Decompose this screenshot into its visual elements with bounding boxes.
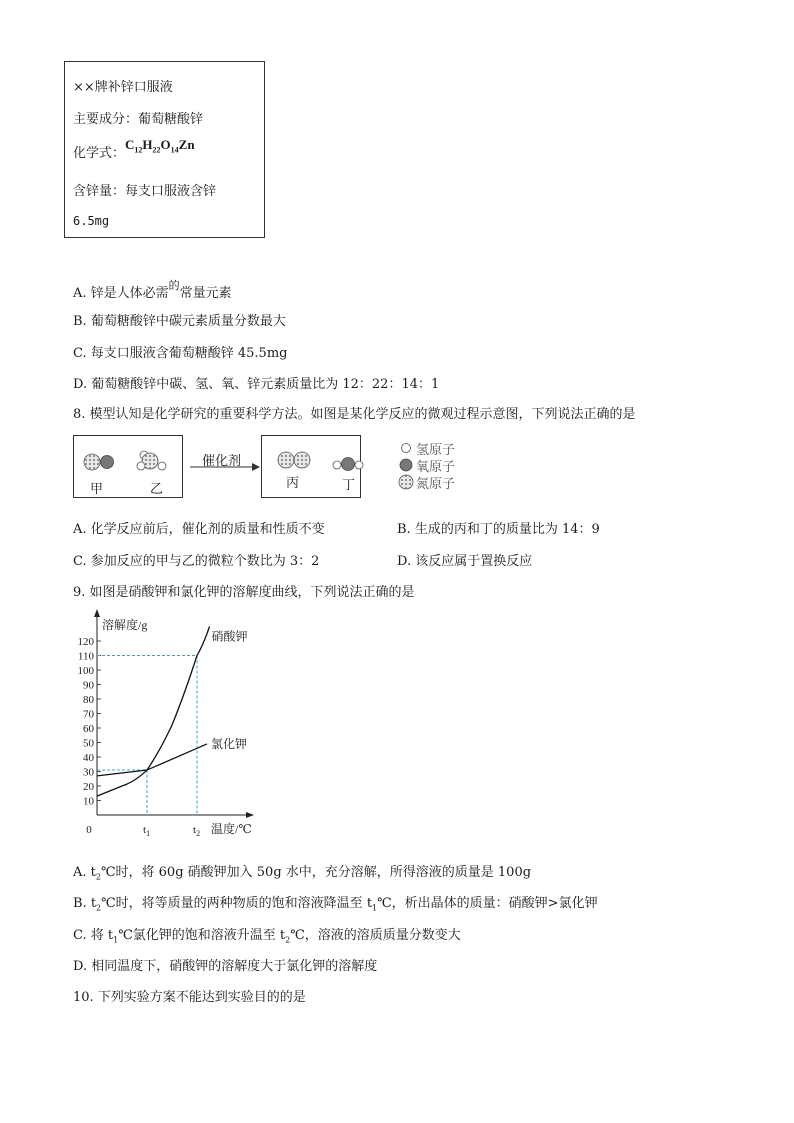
legend-oxygen-icon (400, 459, 412, 471)
y-tick-label: 120 (77, 636, 94, 648)
q9-option-c[interactable]: C. 将 $t_1℃$氯化钾的饱和溶液升温至 $t_2℃$，溶液的溶质质量分数变大 (73, 928, 461, 945)
q8-option-d[interactable]: D. 该反应属于置换反应 (397, 554, 533, 569)
solubility-chart (70, 605, 270, 845)
molecule-jia (84, 454, 114, 470)
arrow-head-icon (252, 463, 260, 471)
series-label: 硝酸钾 (211, 629, 248, 644)
q9-option-b[interactable]: B. $t_2℃$时，将等质量的两种物质的饱和溶液降温至 $t_1℃$，析出晶体的质量：硝酸钾>氯化钾 (73, 896, 598, 913)
legend-hydrogen-icon (402, 444, 411, 453)
oxygen-atom (342, 458, 355, 471)
y-tick-label: 10 (83, 795, 94, 808)
y-tick-label: 100 (77, 665, 94, 677)
label-bing: 丙 (286, 476, 300, 491)
hydrogen-atom (333, 461, 341, 469)
y-tick-label: 40 (83, 752, 94, 764)
molecule-bing (278, 452, 310, 468)
label-zinc-content: 含锌量：每支口服液含锌 (73, 184, 217, 199)
y-axis-label: 溶解度/g (102, 618, 148, 632)
y-tick-label: 60 (83, 723, 94, 735)
legend-nitrogen: 氮原子 (416, 477, 456, 492)
y-tick-label: 80 (83, 694, 94, 706)
molecule-ding (333, 458, 363, 471)
y-tick-label: 70 (83, 708, 94, 721)
q8-option-b[interactable]: B. 生成的丙和丁的质量比为 14：9 (397, 522, 600, 537)
y-tick-label: 30 (83, 766, 94, 779)
q9-stem: 9. 如图是硝酸钾和氯化钾的溶解度曲线，下列说法正确的是 (73, 585, 415, 600)
q8-stem: 8. 模型认知是化学研究的重要科学方法。如图是某化学反应的微观过程示意图，下列说法正确的是 (73, 407, 636, 422)
x-axis-arrow-icon (246, 812, 254, 818)
hydrogen-atom (355, 461, 363, 469)
origin-label: 0 (86, 824, 92, 836)
q7-option-d[interactable]: D. 葡萄糖酸锌中碳、氢、氧、锌元素质量比为 12：22：14：1 (73, 377, 440, 392)
y-tick-label: 110 (77, 650, 94, 663)
hydrogen-atom (137, 462, 145, 470)
nitrogen-atom (278, 452, 294, 468)
q10-stem: 10. 下列实验方案不能达到实验目的的是 (73, 990, 306, 1005)
nitrogen-atom (294, 452, 310, 468)
x-axis-label: 温度/℃ (211, 822, 252, 836)
series-line-kcl (97, 744, 207, 776)
label-jia: 甲 (90, 482, 104, 497)
legend-hydrogen: 氢原子 (416, 443, 456, 458)
q7-option-b[interactable]: B. 葡萄糖酸锌中碳元素质量分数最大 (73, 314, 286, 329)
series-label: 氯化钾 (211, 736, 248, 751)
q8-option-a[interactable]: A. 化学反应前后，催化剂的质量和性质不变 (73, 522, 325, 537)
y-tick-label: 90 (83, 679, 94, 692)
q9-option-a[interactable]: A. $t_2℃$时，将 60g 硝酸钾加入 50g 水中，充分溶解，所得溶液的质量是 100g (73, 865, 532, 882)
oxygen-atom (101, 456, 114, 469)
label-yi: 乙 (150, 482, 164, 497)
formula-prefix: 化学式： (73, 146, 126, 161)
molecule-yi (137, 451, 166, 470)
q8-option-c[interactable]: C. 参加反应的甲与乙的微粒个数比为 3：2 (73, 554, 320, 569)
y-tick-label: 20 (83, 781, 94, 793)
label-ding: 丁 (342, 478, 356, 493)
nitrogen-atom (84, 454, 100, 470)
q7-option-c[interactable]: C. 每支口服液含葡萄糖酸锌 45.5mg (73, 346, 288, 361)
label-zinc-amount: 6.5mg (73, 214, 110, 228)
series-line-kno3 (97, 627, 210, 797)
x-tick-label: $t_1$ (143, 824, 151, 838)
label-ingredient: 主要成分：葡萄糖酸锌 (73, 112, 204, 127)
label-formula-row (73, 137, 195, 163)
q7-option-a[interactable]: A. 锌是人体必需$^的$常量元素 (73, 279, 232, 301)
hydrogen-atom (158, 462, 166, 470)
legend-nitrogen-icon (399, 475, 413, 489)
x-tick-label: $t_2$ (193, 824, 201, 838)
q9-option-d[interactable]: D. 相同温度下，硝酸钾的溶解度大于氯化钾的溶解度 (73, 959, 378, 974)
y-tick-label: 50 (83, 737, 94, 750)
y-axis-arrow-icon (94, 609, 100, 617)
label-catalyst: 催化剂 (202, 454, 242, 469)
product-label-box (64, 61, 265, 238)
label-title: ××牌补锌口服液 (73, 80, 173, 95)
legend-oxygen: 氧原子 (416, 460, 456, 475)
chemical-formula: $C_{12}H_{22}O_{14}Zn$ (125, 137, 195, 155)
